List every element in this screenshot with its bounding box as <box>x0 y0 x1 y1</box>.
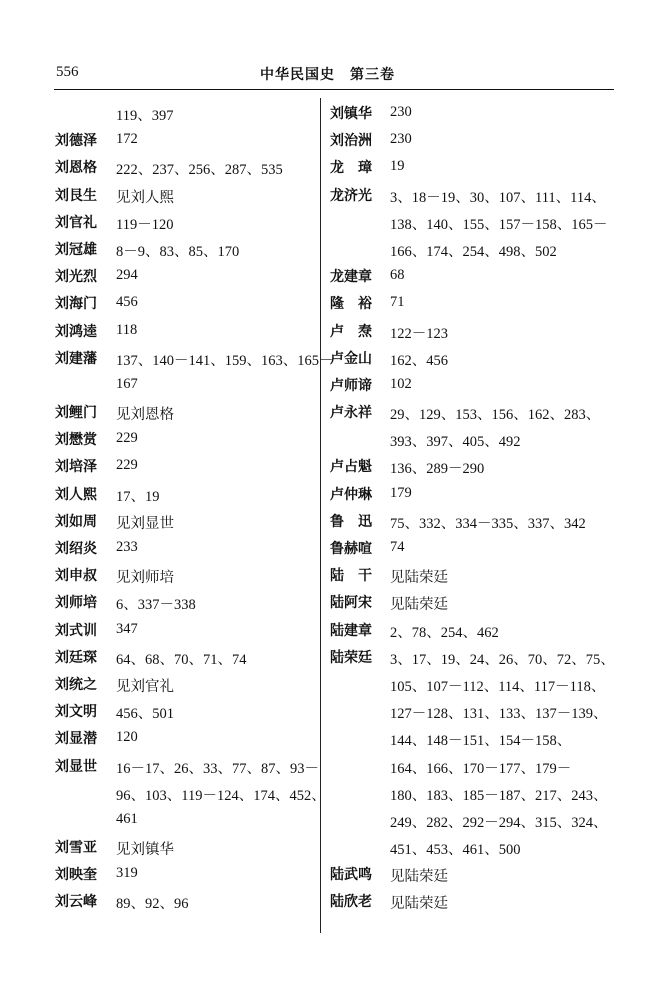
entry-pages: 89、92、96 <box>116 896 189 913</box>
entry-name: 刘统之 <box>55 676 97 693</box>
entry-pages: 229 <box>116 457 138 474</box>
index-entry <box>0 862 652 889</box>
entry-name: 卢占魁 <box>330 459 372 476</box>
header-rule <box>54 89 614 90</box>
entry-name: 龙建章 <box>330 269 372 286</box>
entry-name: 刘冠雄 <box>55 241 97 258</box>
entry-name: 刘鲤门 <box>55 405 97 422</box>
entry-pages: 127－128、131、133、137－139、 <box>390 706 608 723</box>
entry-pages: 180、183、185－187、217、243、 <box>390 787 608 804</box>
index-entry <box>0 889 652 916</box>
entry-name: 刘如周 <box>55 513 97 530</box>
entry-name: 刘懋赏 <box>55 432 97 449</box>
entry-name: 刘官礼 <box>55 214 97 231</box>
entry-pages: 见刘镇华 <box>116 842 174 859</box>
entry-name: 陆武鸣 <box>330 867 372 884</box>
entry-name: 刘云峰 <box>55 894 97 911</box>
entry-name: 刘培泽 <box>55 459 97 476</box>
entry-name: 刘人熙 <box>55 486 97 503</box>
entry-name: 刘建藩 <box>55 350 97 367</box>
entry-pages: 294 <box>116 267 138 284</box>
index-entry <box>0 210 652 237</box>
entry-name: 刘映奎 <box>55 867 97 884</box>
entry-pages: 118 <box>116 321 138 338</box>
entry-name: 卢 焘 <box>330 323 372 340</box>
entry-name: 卢金山 <box>330 350 372 367</box>
entry-pages: 3、18－19、30、107、111、114、 <box>390 189 606 206</box>
index-entry <box>0 808 652 835</box>
entry-name: 龙济光 <box>330 187 372 204</box>
index-entry <box>0 128 652 155</box>
entry-pages: 71 <box>390 294 405 311</box>
entry-pages: 172 <box>116 131 138 148</box>
entry-pages: 见陆荣廷 <box>390 896 448 913</box>
entry-name: 刘鸿逵 <box>55 323 97 340</box>
entry-name: 刘雪亚 <box>55 840 97 857</box>
entry-pages: 见刘人熙 <box>116 189 174 206</box>
index-entry <box>0 509 652 536</box>
index-entry <box>0 618 652 645</box>
entry-pages: 393、397、405、492 <box>390 434 521 451</box>
entry-pages: 68 <box>390 267 405 284</box>
entry-name: 陆欣老 <box>330 894 372 911</box>
index-entry <box>0 373 652 400</box>
entry-pages: 120 <box>116 729 138 746</box>
index-entry <box>0 346 652 373</box>
index-entry <box>0 672 652 699</box>
entry-pages: 见陆荣廷 <box>390 597 448 614</box>
entry-pages: 74 <box>390 539 405 555</box>
entry-pages: 8－9、83、85、170 <box>116 243 240 260</box>
index-entry <box>0 754 652 781</box>
entry-pages: 75、332、334－335、337、342 <box>390 515 586 532</box>
entry-name: 刘德泽 <box>55 133 97 150</box>
index-column-right <box>0 101 652 917</box>
entry-pages: 96、103、119－124、174、452、 <box>116 787 326 804</box>
entry-pages: 105、107－112、114、117－118、 <box>390 678 606 695</box>
entry-pages: 319 <box>116 865 138 882</box>
entry-name: 陆建章 <box>330 622 372 639</box>
index-entry <box>0 482 652 509</box>
entry-pages: 见刘恩格 <box>116 407 174 424</box>
index-entry <box>0 590 652 617</box>
entry-pages: 461 <box>116 810 138 827</box>
entry-name: 鲁赫喧 <box>330 541 372 557</box>
entry-pages: 451、453、461、500 <box>390 842 521 859</box>
entry-pages: 249、282、292－294、315、324、 <box>390 814 608 831</box>
entry-name: 刘显潜 <box>55 731 97 748</box>
entry-name: 刘恩格 <box>55 160 97 177</box>
entry-pages: 64、68、70、71、74 <box>116 651 247 668</box>
entry-name: 刘式训 <box>55 622 97 639</box>
index-entry <box>0 237 652 264</box>
entry-name: 陆荣廷 <box>330 649 372 666</box>
entry-pages: 456、501 <box>116 706 174 723</box>
page-number: 556 <box>56 64 79 80</box>
index-entry <box>0 699 652 726</box>
entry-pages: 16－17、26、33、77、87、93－ <box>116 760 319 777</box>
entry-pages: 3、17、19、24、26、70、72、75、 <box>390 651 615 668</box>
entry-pages: 119、397 <box>116 108 174 124</box>
index-entry <box>0 183 652 210</box>
entry-name: 刘海门 <box>55 296 97 313</box>
entry-pages: 166、174、254、498、502 <box>390 243 557 260</box>
entry-pages: 19 <box>390 158 405 175</box>
entry-pages: 119－120 <box>116 216 174 233</box>
entry-pages: 167 <box>116 375 138 392</box>
index-entry <box>0 835 652 862</box>
entry-name: 卢仲琳 <box>330 486 372 503</box>
entry-name: 刘师培 <box>55 595 97 612</box>
entry-name: 隆 裕 <box>330 296 372 313</box>
index-entry <box>0 291 652 318</box>
entry-pages: 144、148－151、154－158、 <box>390 733 572 750</box>
index-entry <box>0 264 652 291</box>
entry-pages: 102 <box>390 375 412 392</box>
entry-name: 刘廷琛 <box>55 649 97 666</box>
entry-pages: 见刘师培 <box>116 570 174 587</box>
entry-name: 卢师谛 <box>330 377 372 394</box>
entry-pages: 136、289－290 <box>390 461 485 478</box>
index-entry <box>0 563 652 590</box>
entry-pages: 见刘显世 <box>116 515 174 532</box>
entry-pages: 347 <box>116 620 138 637</box>
entry-pages: 230 <box>390 131 412 148</box>
index-entry <box>0 400 652 427</box>
entry-pages: 456 <box>116 294 138 311</box>
entry-name: 刘镇华 <box>330 106 372 122</box>
index-entry <box>0 319 652 346</box>
entry-pages: 164、166、170－177、179－ <box>390 760 572 777</box>
entry-pages: 230 <box>390 104 412 120</box>
entry-pages: 6、337－338 <box>116 597 196 614</box>
index-entry <box>0 726 652 753</box>
entry-name: 龙 璋 <box>330 160 372 177</box>
entry-pages: 2、78、254、462 <box>390 624 499 641</box>
entry-pages: 29、129、153、156、162、283、 <box>390 407 601 424</box>
entry-pages: 179 <box>390 484 412 501</box>
entry-pages: 222、237、256、287、535 <box>116 162 283 179</box>
entry-pages: 233 <box>116 539 138 555</box>
entry-pages: 见陆荣廷 <box>390 570 448 587</box>
entry-pages: 138、140、155、157－158、165－ <box>390 216 608 233</box>
entry-name: 卢永祥 <box>330 405 372 422</box>
entry-pages: 162、456 <box>390 352 448 369</box>
index-entry <box>0 536 652 563</box>
entry-pages: 见陆荣廷 <box>390 869 448 886</box>
entry-name: 陆 干 <box>330 568 372 585</box>
entry-name: 鲁 迅 <box>330 513 372 530</box>
entry-name: 刘申叔 <box>55 568 97 585</box>
entry-name: 刘显世 <box>55 758 97 775</box>
entry-name: 刘文明 <box>55 704 97 721</box>
entry-name: 刘光烈 <box>55 269 97 286</box>
index-entry <box>0 781 652 808</box>
page-header <box>0 64 652 86</box>
entry-pages: 17、19 <box>116 488 160 505</box>
entry-pages: 137、140－141、159、163、165－ <box>116 352 334 369</box>
entry-name: 刘艮生 <box>55 187 97 204</box>
index-entry <box>0 101 652 128</box>
entry-name: 刘治洲 <box>330 133 372 150</box>
entry-pages: 见刘官礼 <box>116 678 174 695</box>
entry-name: 刘绍炎 <box>55 541 97 557</box>
index-entry <box>0 645 652 672</box>
index-entry <box>0 155 652 182</box>
entry-pages: 229 <box>116 430 138 447</box>
entry-name: 陆阿宋 <box>330 595 372 612</box>
index-entry <box>0 427 652 454</box>
entry-pages: 122－123 <box>390 325 448 342</box>
running-title: 中华民国史 第三卷 <box>260 67 395 83</box>
index-entry <box>0 454 652 481</box>
